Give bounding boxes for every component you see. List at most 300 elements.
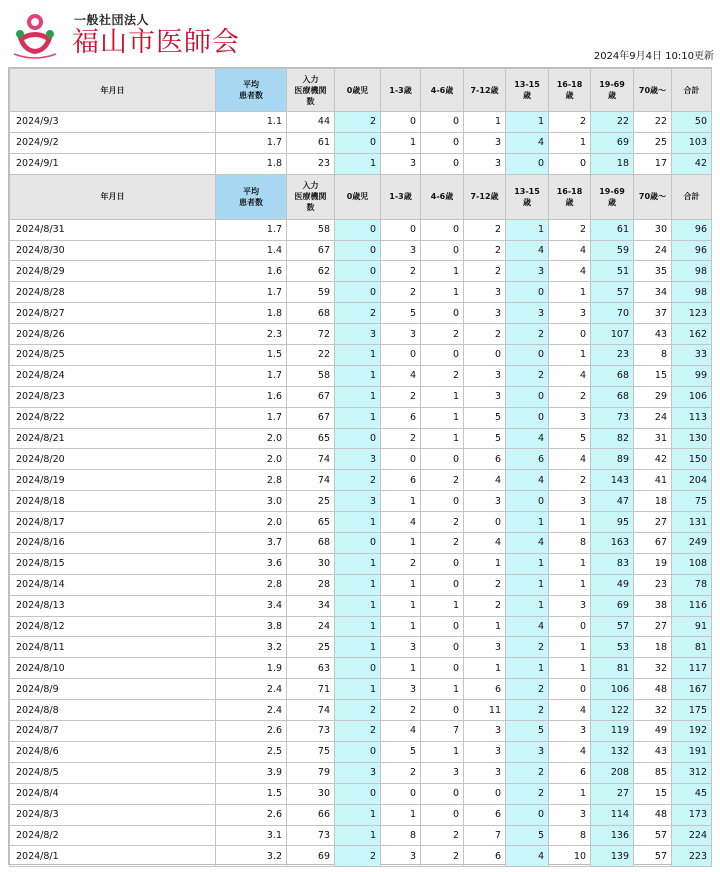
table-cell-age-13-15: 0 (506, 153, 549, 174)
table-cell-age-4-6: 0 (421, 553, 464, 574)
table-cell-inst: 23 (287, 153, 335, 174)
table-cell-avg: 3.8 (216, 616, 287, 637)
table-cell-age-16-18: 1 (549, 282, 591, 303)
table-row (10, 303, 712, 324)
table-cell-date: 2024/8/28 (10, 282, 216, 303)
table-cell-inst: 68 (287, 303, 335, 324)
column-header-age-70: 70歳～ (634, 174, 672, 219)
column-header-date: 年月日 (10, 69, 216, 112)
table-cell-age-19-69: 132 (591, 741, 634, 762)
table-cell-age-1-3: 3 (381, 846, 421, 867)
table-cell-age-16-18: 4 (549, 741, 591, 762)
column-header-age-7-12: 7-12歳 (464, 174, 506, 219)
table-cell-age-70: 22 (634, 112, 672, 133)
table-cell-date: 2024/8/14 (10, 574, 216, 595)
table-cell-age-19-69: 69 (591, 595, 634, 616)
table-cell-age-70: 29 (634, 386, 672, 407)
table-cell-age-13-15: 0 (506, 282, 549, 303)
table-cell-age-4-6: 0 (421, 804, 464, 825)
table-cell-age-7-12: 2 (464, 261, 506, 282)
table-cell-age-19-69: 53 (591, 637, 634, 658)
table-cell-age-13-15: 0 (506, 491, 549, 512)
table-cell-avg: 1.7 (216, 365, 287, 386)
table-cell-age-70: 57 (634, 825, 672, 846)
table-cell-age-13-15: 3 (506, 741, 549, 762)
table-cell-age-7-12: 3 (464, 762, 506, 783)
table-cell-age-16-18: 4 (549, 240, 591, 261)
table-cell-avg: 2.4 (216, 679, 287, 700)
table-cell-age-19-69: 47 (591, 491, 634, 512)
table-cell-age-1-3: 1 (381, 574, 421, 595)
table-cell-age-16-18: 1 (549, 658, 591, 679)
table-cell-age-1-3: 3 (381, 679, 421, 700)
table-cell-total: 204 (672, 470, 712, 491)
table-cell-age-0: 1 (335, 825, 381, 846)
table-cell-age-13-15: 2 (506, 637, 549, 658)
table-cell-age-0: 1 (335, 804, 381, 825)
table-cell-age-7-12: 3 (464, 365, 506, 386)
table-cell-age-1-3: 2 (381, 428, 421, 449)
table-row (10, 112, 712, 133)
table-cell-avg: 2.0 (216, 449, 287, 470)
table-row (10, 345, 712, 366)
table-cell-age-4-6: 0 (421, 700, 464, 721)
column-header-age-16-18: 16-18 歳 (549, 69, 591, 112)
table-cell-age-7-12: 6 (464, 679, 506, 700)
table-cell-date: 2024/8/29 (10, 261, 216, 282)
table-cell-age-7-12: 3 (464, 132, 506, 153)
table-cell-age-19-69: 114 (591, 804, 634, 825)
table-row (10, 365, 712, 386)
table-cell-total: 98 (672, 282, 712, 303)
table-cell-age-4-6: 0 (421, 637, 464, 658)
table-cell-age-13-15: 1 (506, 512, 549, 533)
table-cell-inst: 58 (287, 219, 335, 240)
table-cell-age-7-12: 2 (464, 595, 506, 616)
table-cell-age-1-3: 6 (381, 407, 421, 428)
table-cell-age-4-6: 1 (421, 679, 464, 700)
table-cell-avg: 1.5 (216, 783, 287, 804)
table-cell-avg: 1.5 (216, 345, 287, 366)
table-cell-inst: 72 (287, 324, 335, 345)
table-cell-total: 116 (672, 595, 712, 616)
table-cell-age-19-69: 139 (591, 846, 634, 867)
table-cell-inst: 22 (287, 345, 335, 366)
table-cell-age-7-12: 2 (464, 324, 506, 345)
table-cell-age-19-69: 136 (591, 825, 634, 846)
table-cell-age-7-12: 1 (464, 658, 506, 679)
table-cell-age-13-15: 4 (506, 428, 549, 449)
column-header-age-19-69: 19-69 歳 (591, 174, 634, 219)
table-row (10, 637, 712, 658)
table-cell-inst: 63 (287, 658, 335, 679)
table-cell-age-4-6: 0 (421, 783, 464, 804)
table-cell-avg: 2.8 (216, 470, 287, 491)
table-cell-age-70: 27 (634, 512, 672, 533)
patient-count-table-wrapper (8, 67, 712, 865)
table-cell-age-13-15: 4 (506, 846, 549, 867)
table-cell-age-19-69: 49 (591, 574, 634, 595)
table-cell-age-1-3: 0 (381, 219, 421, 240)
table-cell-date: 2024/8/5 (10, 762, 216, 783)
table-cell-age-7-12: 4 (464, 470, 506, 491)
table-cell-age-7-12: 2 (464, 240, 506, 261)
table-cell-age-19-69: 57 (591, 282, 634, 303)
table-cell-age-13-15: 5 (506, 721, 549, 742)
table-cell-age-19-69: 57 (591, 616, 634, 637)
column-header-age-1-3: 1-3歳 (381, 174, 421, 219)
table-cell-age-70: 24 (634, 240, 672, 261)
table-cell-age-70: 24 (634, 407, 672, 428)
table-cell-age-19-69: 61 (591, 219, 634, 240)
table-cell-age-16-18: 0 (549, 616, 591, 637)
table-cell-age-4-6: 0 (421, 303, 464, 324)
table-cell-age-4-6: 2 (421, 324, 464, 345)
table-cell-age-19-69: 59 (591, 240, 634, 261)
table-cell-date: 2024/8/15 (10, 553, 216, 574)
table-cell-inst: 66 (287, 804, 335, 825)
table-cell-age-13-15: 5 (506, 825, 549, 846)
table-cell-avg: 3.2 (216, 637, 287, 658)
table-cell-total: 91 (672, 616, 712, 637)
table-cell-age-16-18: 10 (549, 846, 591, 867)
table-cell-age-16-18: 6 (549, 762, 591, 783)
table-row (10, 512, 712, 533)
table-cell-total: 223 (672, 846, 712, 867)
table-cell-inst: 74 (287, 700, 335, 721)
table-cell-age-7-12: 0 (464, 512, 506, 533)
table-cell-date: 2024/8/9 (10, 679, 216, 700)
org-type-label: 一般社団法人 (74, 13, 150, 27)
table-cell-age-1-3: 5 (381, 303, 421, 324)
table-cell-avg: 1.8 (216, 153, 287, 174)
table-cell-inst: 67 (287, 386, 335, 407)
table-cell-age-4-6: 1 (421, 261, 464, 282)
table-cell-age-19-69: 81 (591, 658, 634, 679)
table-cell-age-0: 1 (335, 407, 381, 428)
table-cell-age-4-6: 0 (421, 449, 464, 470)
table-cell-age-4-6: 0 (421, 240, 464, 261)
table-cell-age-1-3: 1 (381, 616, 421, 637)
table-cell-date: 2024/8/23 (10, 386, 216, 407)
table-cell-age-4-6: 0 (421, 219, 464, 240)
table-cell-age-0: 1 (335, 512, 381, 533)
table-cell-age-4-6: 2 (421, 533, 464, 554)
table-cell-age-13-15: 0 (506, 407, 549, 428)
table-cell-age-13-15: 0 (506, 386, 549, 407)
update-timestamp: 2024年9月4日 10:10更新 (593, 51, 714, 62)
table-cell-total: 167 (672, 679, 712, 700)
table-cell-date: 2024/8/16 (10, 533, 216, 554)
table-cell-date: 2024/8/21 (10, 428, 216, 449)
table-cell-inst: 65 (287, 428, 335, 449)
table-cell-age-16-18: 1 (549, 783, 591, 804)
table-row (10, 595, 712, 616)
table-cell-avg: 3.1 (216, 825, 287, 846)
table-cell-age-16-18: 0 (549, 324, 591, 345)
table-cell-inst: 74 (287, 449, 335, 470)
table-cell-age-19-69: 208 (591, 762, 634, 783)
table-cell-age-0: 3 (335, 762, 381, 783)
table-cell-age-70: 41 (634, 470, 672, 491)
table-cell-age-0: 0 (335, 741, 381, 762)
table-cell-avg: 2.6 (216, 804, 287, 825)
table-cell-age-0: 1 (335, 365, 381, 386)
table-cell-age-1-3: 4 (381, 721, 421, 742)
table-cell-age-19-69: 95 (591, 512, 634, 533)
table-cell-date: 2024/9/3 (10, 112, 216, 133)
table-cell-date: 2024/8/7 (10, 721, 216, 742)
table-cell-age-70: 85 (634, 762, 672, 783)
table-cell-age-70: 38 (634, 595, 672, 616)
table-cell-avg: 1.7 (216, 282, 287, 303)
table-cell-age-19-69: 163 (591, 533, 634, 554)
table-cell-total: 99 (672, 365, 712, 386)
table-cell-age-7-12: 5 (464, 428, 506, 449)
table-cell-age-7-12: 1 (464, 616, 506, 637)
table-cell-age-19-69: 119 (591, 721, 634, 742)
table-cell-age-1-3: 3 (381, 324, 421, 345)
table-row (10, 679, 712, 700)
table-cell-total: 81 (672, 637, 712, 658)
table-cell-age-0: 3 (335, 491, 381, 512)
table-cell-age-19-69: 122 (591, 700, 634, 721)
table-cell-age-16-18: 4 (549, 449, 591, 470)
table-cell-age-0: 0 (335, 783, 381, 804)
table-cell-age-70: 19 (634, 553, 672, 574)
table-cell-age-1-3: 2 (381, 762, 421, 783)
table-cell-avg: 3.6 (216, 553, 287, 574)
table-cell-age-7-12: 6 (464, 449, 506, 470)
table-cell-inst: 69 (287, 846, 335, 867)
table-cell-age-1-3: 0 (381, 112, 421, 133)
table-cell-age-13-15: 2 (506, 324, 549, 345)
table-cell-age-70: 17 (634, 153, 672, 174)
table-cell-age-16-18: 4 (549, 365, 591, 386)
table-cell-age-7-12: 2 (464, 219, 506, 240)
table-cell-age-4-6: 7 (421, 721, 464, 742)
column-header-inst: 入力 医療機関 数 (287, 174, 335, 219)
table-cell-age-0: 1 (335, 553, 381, 574)
table-cell-age-7-12: 5 (464, 407, 506, 428)
table-cell-age-13-15: 1 (506, 553, 549, 574)
table-cell-date: 2024/8/26 (10, 324, 216, 345)
table-cell-age-13-15: 4 (506, 616, 549, 637)
table-cell-avg: 1.9 (216, 658, 287, 679)
table-cell-age-1-3: 2 (381, 386, 421, 407)
table-cell-age-19-69: 82 (591, 428, 634, 449)
table-cell-date: 2024/8/10 (10, 658, 216, 679)
table-cell-inst: 44 (287, 112, 335, 133)
table-cell-date: 2024/8/20 (10, 449, 216, 470)
table-cell-age-4-6: 1 (421, 741, 464, 762)
table-cell-age-1-3: 1 (381, 658, 421, 679)
table-row (10, 658, 712, 679)
table-cell-inst: 68 (287, 533, 335, 554)
table-cell-total: 249 (672, 533, 712, 554)
table-cell-age-1-3: 1 (381, 804, 421, 825)
table-row (10, 282, 712, 303)
table-row (10, 470, 712, 491)
table-cell-age-70: 32 (634, 700, 672, 721)
table-cell-age-7-12: 0 (464, 345, 506, 366)
table-row (10, 153, 712, 174)
table-cell-age-0: 1 (335, 153, 381, 174)
table-cell-age-1-3: 1 (381, 491, 421, 512)
table-cell-total: 113 (672, 407, 712, 428)
table-cell-age-4-6: 2 (421, 470, 464, 491)
table-row (10, 574, 712, 595)
table-row (10, 846, 712, 867)
table-cell-avg: 3.7 (216, 533, 287, 554)
table-cell-age-4-6: 2 (421, 365, 464, 386)
table-cell-date: 2024/8/27 (10, 303, 216, 324)
table-cell-age-4-6: 0 (421, 658, 464, 679)
table-row (10, 407, 712, 428)
table-row (10, 825, 712, 846)
table-cell-age-13-15: 1 (506, 595, 549, 616)
table-cell-avg: 2.0 (216, 428, 287, 449)
table-row (10, 324, 712, 345)
table-cell-age-7-12: 0 (464, 783, 506, 804)
table-cell-age-1-3: 6 (381, 470, 421, 491)
table-cell-age-0: 2 (335, 112, 381, 133)
table-cell-age-19-69: 22 (591, 112, 634, 133)
table-cell-age-70: 67 (634, 533, 672, 554)
table-cell-total: 312 (672, 762, 712, 783)
table-cell-date: 2024/8/25 (10, 345, 216, 366)
table-cell-age-16-18: 4 (549, 261, 591, 282)
table-cell-age-19-69: 68 (591, 386, 634, 407)
table-cell-age-0: 1 (335, 637, 381, 658)
table-cell-age-16-18: 0 (549, 153, 591, 174)
table-cell-age-4-6: 0 (421, 345, 464, 366)
table-cell-avg: 3.9 (216, 762, 287, 783)
table-cell-age-1-3: 1 (381, 595, 421, 616)
table-cell-avg: 1.7 (216, 219, 287, 240)
table-cell-age-7-12: 6 (464, 804, 506, 825)
table-cell-age-16-18: 8 (549, 533, 591, 554)
table-row (10, 616, 712, 637)
table-cell-age-4-6: 2 (421, 825, 464, 846)
table-cell-date: 2024/8/17 (10, 512, 216, 533)
table-cell-date: 2024/8/8 (10, 700, 216, 721)
table-cell-date: 2024/8/12 (10, 616, 216, 637)
table-cell-age-4-6: 0 (421, 574, 464, 595)
table-cell-age-7-12: 1 (464, 112, 506, 133)
table-cell-avg: 1.6 (216, 261, 287, 282)
table-cell-age-0: 1 (335, 679, 381, 700)
table-cell-age-4-6: 0 (421, 112, 464, 133)
table-cell-age-16-18: 3 (549, 595, 591, 616)
table-cell-avg: 2.0 (216, 512, 287, 533)
table-cell-age-19-69: 73 (591, 407, 634, 428)
table-cell-age-16-18: 2 (549, 386, 591, 407)
table-cell-age-19-69: 143 (591, 470, 634, 491)
table-row (10, 132, 712, 153)
table-cell-age-7-12: 3 (464, 491, 506, 512)
table-cell-age-16-18: 1 (549, 553, 591, 574)
table-cell-age-16-18: 2 (549, 219, 591, 240)
table-cell-age-19-69: 107 (591, 324, 634, 345)
table-cell-age-70: 49 (634, 721, 672, 742)
table-cell-age-4-6: 0 (421, 616, 464, 637)
table-cell-inst: 79 (287, 762, 335, 783)
table-cell-age-7-12: 1 (464, 553, 506, 574)
table-cell-date: 2024/8/11 (10, 637, 216, 658)
table-cell-age-70: 15 (634, 365, 672, 386)
table-cell-inst: 34 (287, 595, 335, 616)
table-cell-age-1-3: 5 (381, 741, 421, 762)
table-cell-inst: 25 (287, 637, 335, 658)
table-cell-age-7-12: 3 (464, 386, 506, 407)
medical-association-logo-icon (10, 8, 60, 60)
table-cell-inst: 59 (287, 282, 335, 303)
table-cell-age-4-6: 1 (421, 282, 464, 303)
table-cell-inst: 67 (287, 407, 335, 428)
table-cell-age-16-18: 1 (549, 574, 591, 595)
column-header-age-7-12: 7-12歳 (464, 69, 506, 112)
table-cell-age-0: 1 (335, 345, 381, 366)
table-cell-age-70: 42 (634, 449, 672, 470)
table-cell-inst: 58 (287, 365, 335, 386)
table-cell-total: 50 (672, 112, 712, 133)
table-row (10, 240, 712, 261)
table-cell-date: 2024/8/24 (10, 365, 216, 386)
table-row (10, 219, 712, 240)
table-cell-avg: 2.4 (216, 700, 287, 721)
table-cell-age-70: 48 (634, 679, 672, 700)
table-cell-age-16-18: 1 (549, 512, 591, 533)
table-cell-age-0: 3 (335, 449, 381, 470)
table-cell-age-13-15: 3 (506, 261, 549, 282)
table-cell-age-7-12: 3 (464, 637, 506, 658)
table-cell-age-1-3: 1 (381, 132, 421, 153)
table-cell-avg: 2.8 (216, 574, 287, 595)
table-cell-age-16-18: 4 (549, 700, 591, 721)
table-cell-age-0: 2 (335, 470, 381, 491)
table-cell-age-70: 18 (634, 637, 672, 658)
table-cell-total: 45 (672, 783, 712, 804)
table-cell-avg: 1.6 (216, 386, 287, 407)
table-cell-age-13-15: 4 (506, 240, 549, 261)
table-cell-inst: 75 (287, 741, 335, 762)
table-row (10, 700, 712, 721)
table-cell-inst: 62 (287, 261, 335, 282)
table-cell-age-13-15: 2 (506, 762, 549, 783)
column-header-age-16-18: 16-18 歳 (549, 174, 591, 219)
table-cell-age-70: 43 (634, 741, 672, 762)
patient-count-table (9, 68, 712, 867)
table-cell-age-19-69: 69 (591, 132, 634, 153)
table-cell-age-19-69: 89 (591, 449, 634, 470)
table-row (10, 804, 712, 825)
table-cell-age-70: 8 (634, 345, 672, 366)
table-cell-total: 103 (672, 132, 712, 153)
table-cell-age-7-12: 2 (464, 574, 506, 595)
table-row (10, 491, 712, 512)
table-cell-age-70: 32 (634, 658, 672, 679)
table-cell-age-0: 0 (335, 219, 381, 240)
table-cell-age-19-69: 51 (591, 261, 634, 282)
table-cell-age-0: 1 (335, 616, 381, 637)
table-cell-avg: 3.0 (216, 491, 287, 512)
table-cell-age-7-12: 3 (464, 741, 506, 762)
table-cell-age-1-3: 0 (381, 449, 421, 470)
table-cell-age-7-12: 7 (464, 825, 506, 846)
table-cell-age-16-18: 3 (549, 804, 591, 825)
table-cell-date: 2024/8/19 (10, 470, 216, 491)
